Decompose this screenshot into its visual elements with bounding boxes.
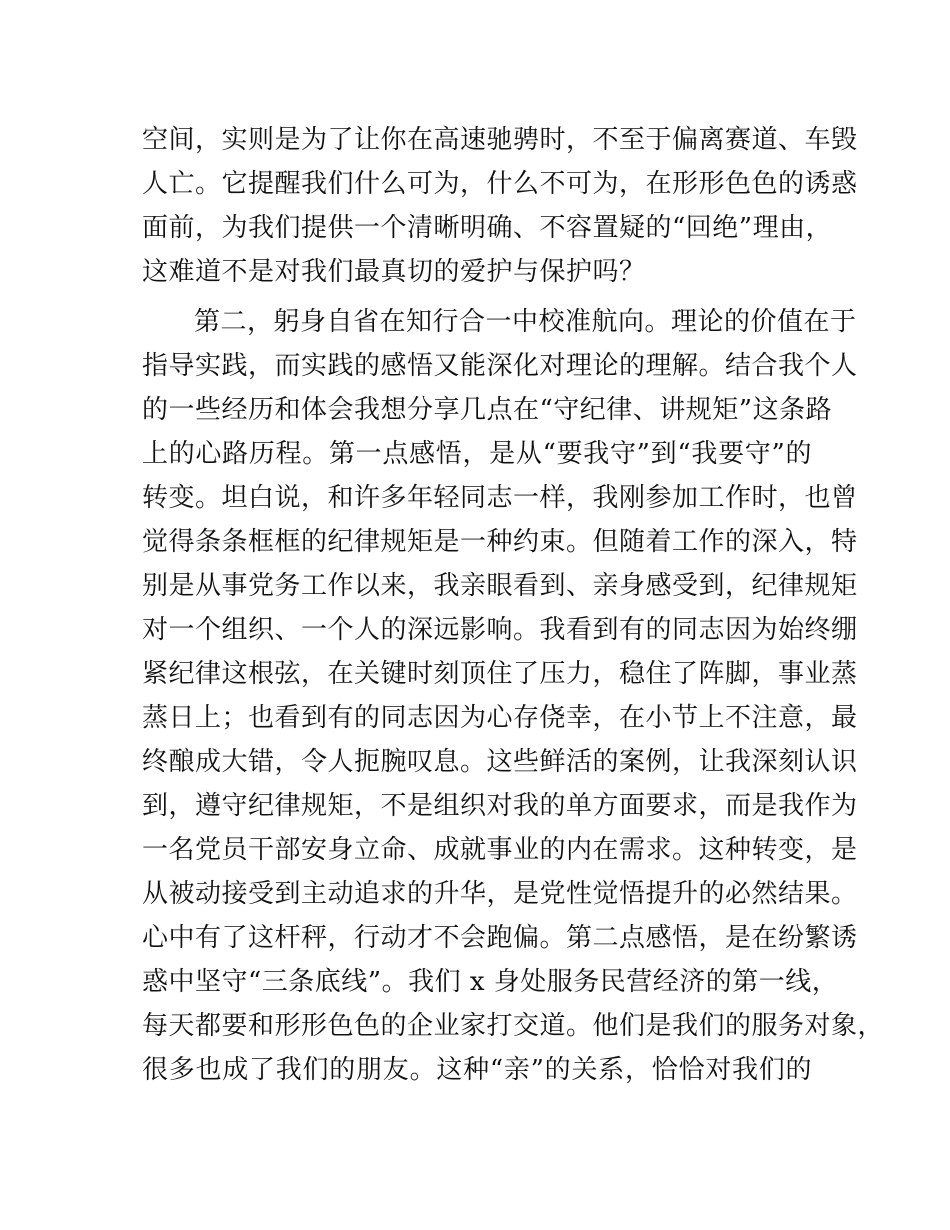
text-line: 的一些经历和体会我想分享几点在“守纪律、讲规矩”这条路: [142, 395, 833, 425]
text-line: 上的心路历程。第一点感悟，是从“要我守”到“我要守”的: [142, 439, 812, 469]
text-line: 指导实践，而实践的感悟又能深化对理论的理解。结合我个人: [142, 351, 858, 381]
text-line: 面前，为我们提供一个清晰明确、不容置疑的“回绝”理由，: [142, 213, 833, 243]
text-line: 蒸日上；也看到有的同志因为心存侥幸，在小节上不注意，最: [142, 703, 858, 733]
text-line: 终酿成大错，令人扼腕叹息。这些鲜活的案例，让我深刻认识: [142, 747, 858, 777]
text-line: 心中有了这杆秤，行动才不会跑偏。第二点感悟，是在纷繁诱: [142, 923, 858, 953]
text-line: 惑中坚守“三条底线”。我们 x 身处服务民营经济的第一线，: [142, 967, 839, 997]
text-line: 一名党员干部安身立命、成就事业的内在需求。这种转变，是: [142, 835, 858, 865]
paragraph-1: [142, 118, 858, 294]
text-line: 别是从事党务工作以来，我亲眼看到、亲身感受到，纪律规矩: [142, 571, 858, 601]
paragraph-2: [142, 300, 885, 1092]
text-line: 到，遵守纪律规矩，不是组织对我的单方面要求，而是我作为: [142, 791, 858, 821]
text-line: 很多也成了我们的朋友。这种“亲”的关系，恰恰对我们的: [142, 1055, 812, 1085]
text-line: 第二，躬身自省在知行合一中校准航向。理论的价值在于: [194, 307, 857, 337]
text-line: 转变。坦白说，和许多年轻同志一样，我刚参加工作时，也曾: [142, 483, 858, 513]
text-line: 紧纪律这根弦，在关键时刻顶住了压力，稳住了阵脚，事业蒸: [142, 659, 858, 689]
text-line: 从被动接受到主动追求的升华，是党性觉悟提升的必然结果。: [142, 879, 858, 909]
text-line: 觉得条条框框的纪律规矩是一种约束。但随着工作的深入，特: [142, 527, 858, 557]
text-line: 空间，实则是为了让你在高速驰骋时，不至于偏离赛道、车毁: [142, 125, 858, 155]
text-line: 对一个组织、一个人的深远影响。我看到有的同志因为始终绷: [142, 615, 858, 645]
text-line: 这难道不是对我们最真切的爱护与保护吗？: [142, 257, 646, 287]
text-line: 人亡。它提醒我们什么可为，什么不可为，在形形色色的诱惑: [142, 169, 858, 199]
text-line: 每天都要和形形色色的企业家打交道。他们是我们的服务对象，: [142, 1011, 885, 1041]
